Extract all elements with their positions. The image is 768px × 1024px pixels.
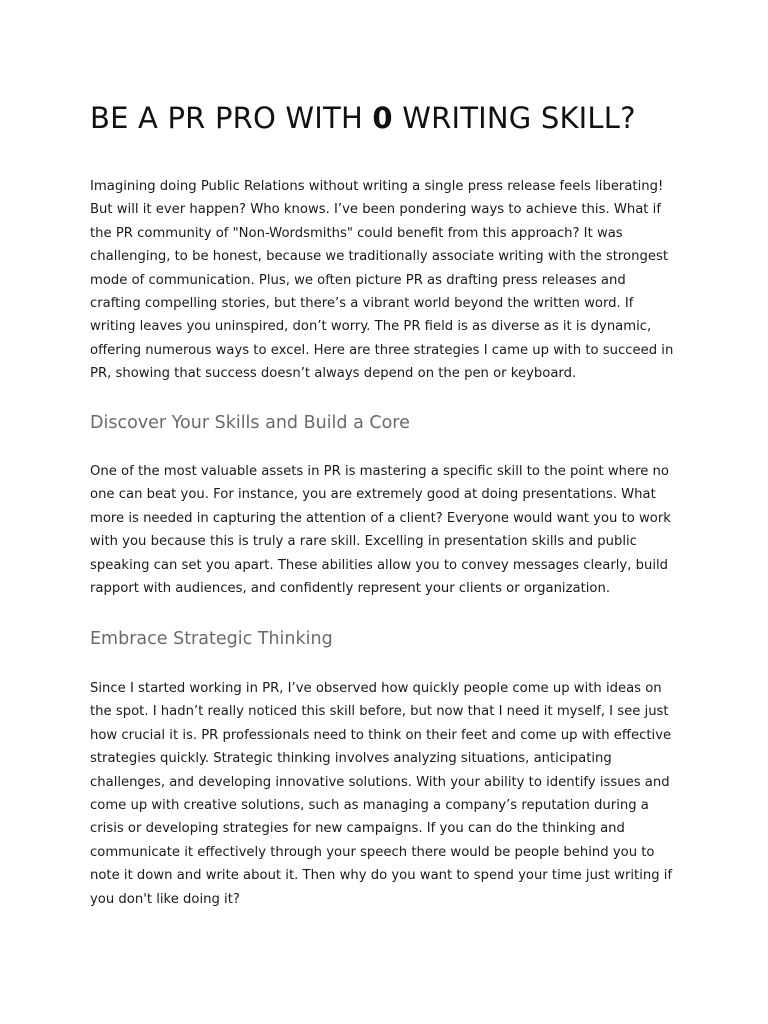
section-heading-strategic: Embrace Strategic Thinking [90, 629, 333, 649]
section-body-skills: One of the most valuable assets in PR is mastering a specific skill to the point where no one can beat you. For instance, you are extremely good at doing presentations. What more is needed in capturing the attention of a client? Everyone would want you to work with you because this is truly a rare skill. Excelling in presentation skills and public speaking can set you apart. These abilities allow you to convey messages clearly, build rapport with audiences, and confidently represent your clients or organization. [90, 464, 671, 597]
section-body-strategic: Since I started working in PR, I’ve observed how quickly people come up with ideas on the spot. I hadn’t really noticed this skill before, but now that I need it myself, I see just how crucial it is. PR professionals need to think on their feet and come up with effective strategies quickly. Strategic thinking involves analyzing situations, anticipating challenges, and developing innovative solutions. With your ability to identify issues and come up with creative solutions, such as managing a company’s reputation during a crisis or developing strategies for new campaigns. If you can do the thinking and communicate it effectively through your speech there would be people behind you to note it down and write about it. Then why do you want to spend your time just writing if you don't like doing it? [90, 681, 673, 907]
title-suffix: WRITING SKILL? [392, 101, 636, 135]
page-title [90, 96, 710, 140]
section-heading-skills: Discover Your Skills and Build a Core [90, 413, 410, 433]
intro-paragraph: Imagining doing Public Relations without writing a single press release feels liberating! But will it ever happen? Who knows. I’ve been pondering ways to achieve this. What if the PR community of "Non-Wordsmiths" could benefit from this approach? It was challenging, to be honest, because we traditionally associate writing with the strongest mode of communication. Plus, we often picture PR as drafting press releases and crafting compelling stories, but there’s a vibrant world beyond the written word. If writing leaves you uninspired, don’t worry. The PR field is as diverse as it is dynamic, offering numerous ways to excel. Here are three strategies I came up with to succeed in PR, showing that success doesn’t always depend on the pen or keyboard. [90, 179, 674, 382]
title-prefix: BE A PR PRO WITH [90, 101, 373, 135]
title-number: 0 [372, 101, 393, 135]
